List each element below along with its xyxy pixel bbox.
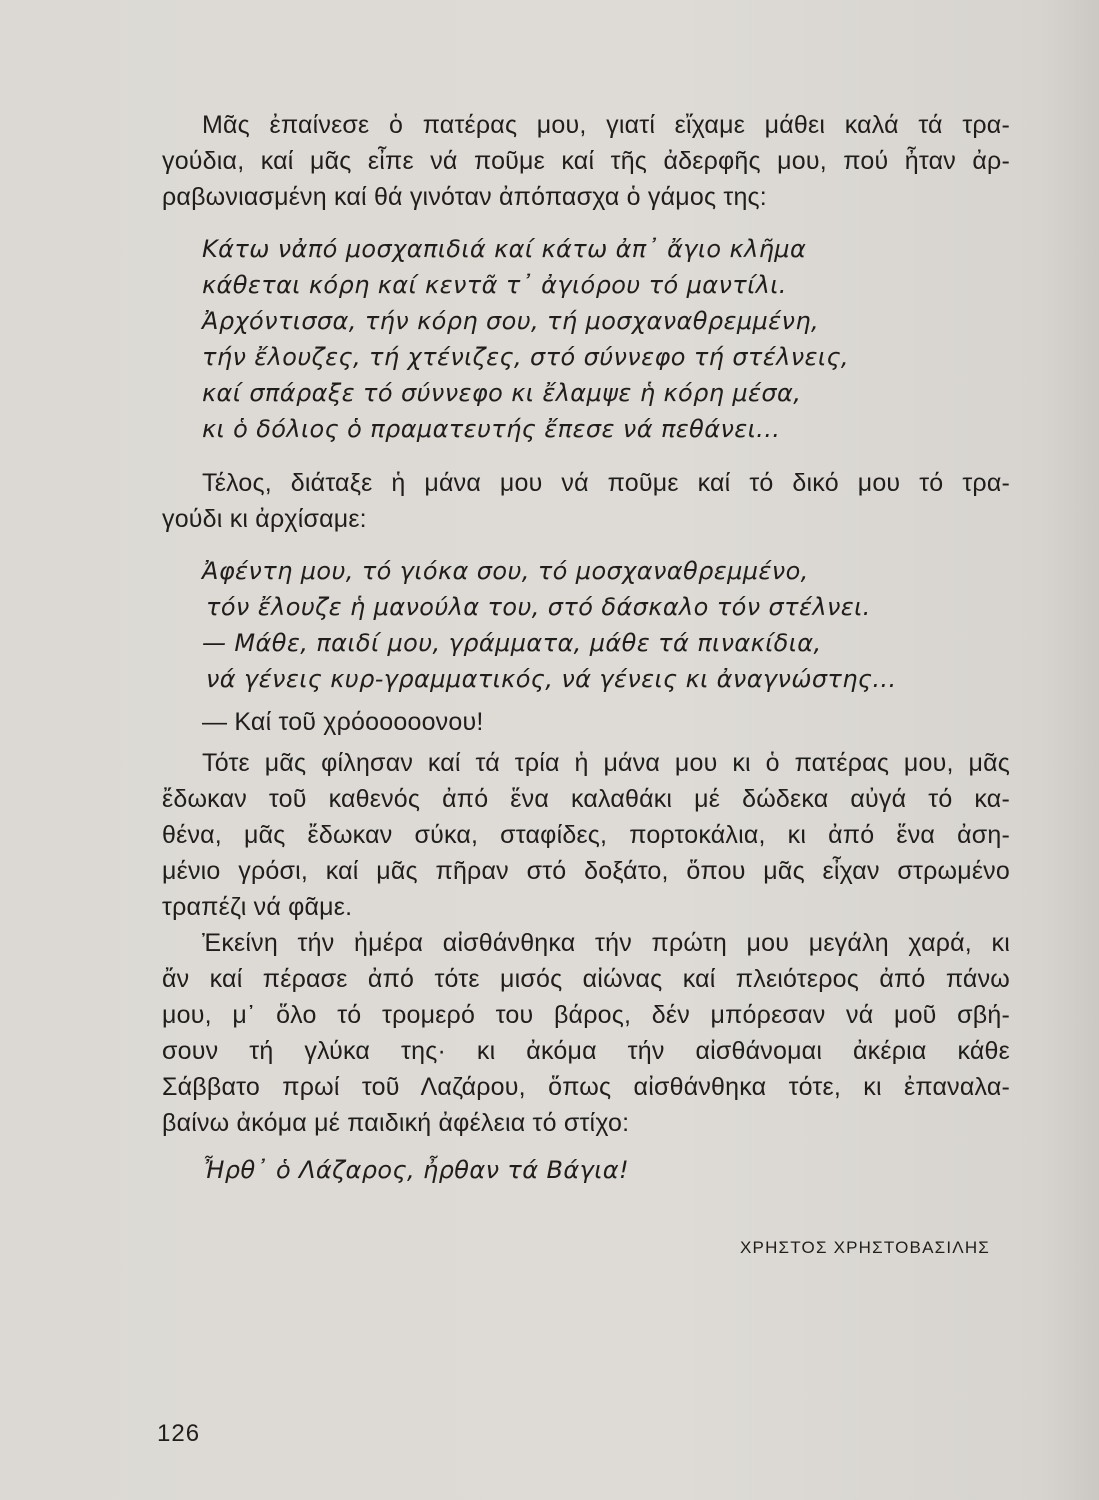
paragraph-line: Τέλος, διάταξε ἡ μάνα μου νά ποῦμε καί τό δικό μου τό τρα-: [202, 469, 1010, 497]
paragraph-5: [162, 925, 1010, 1141]
paragraph-line: Σάββατο πρωί τοῦ Λαζάρου, ὅπως αἰσθάνθηκα τότε, κι ἐπαναλα-: [162, 1073, 1010, 1101]
page-edge-shade: [1039, 0, 1099, 1500]
author-signature: ΧΡΗΣΤΟΣ ΧΡΗΣΤΟΒΑΣΙΛΗΣ: [740, 1238, 991, 1257]
paragraph-line: ἔδωκαν τοῦ καθενός ἀπό ἕνα καλαθάκι μέ δώδεκα αὐγά τό κα-: [162, 785, 1010, 813]
verse-line: — Μάθε, παιδί μου, γράμματα, μάθε τά πινακίδια,: [202, 629, 822, 657]
paragraph-line: μου, μ᾽ ὅλο τό τρομερό του βάρος, δέν μπόρεσαν νά μοῦ σβή-: [162, 1001, 1010, 1029]
paragraph-line: βαίνω ἀκόμα μέ παιδική ἀφέλεια τό στίχο:: [162, 1109, 630, 1137]
paragraph-line: γούδι κι ἀρχίσαμε:: [162, 505, 367, 533]
paragraph-line: Μᾶς ἐπαίνεσε ὁ πατέρας μου, γιατί εἴχαμε μάθει καλά τά τρα-: [202, 111, 1010, 139]
verse-line: Ἀρχόντισσα, τήν κόρη σου, τή μοσχαναθρεμμένη,: [202, 307, 820, 335]
verse-line: κι ὁ δόλιος ὁ πραματευτής ἔπεσε νά πεθάνει...: [202, 415, 781, 443]
verse-2: [162, 553, 1010, 697]
paragraph-4: [162, 745, 1010, 925]
paragraph-line: ραβωνιασμένη καί θά γινόταν ἀπόπασχα ὁ γάμος της:: [162, 183, 767, 211]
paragraph-line: σουν τή γλύκα της· κι ἀκόμα τήν αἰσθάνομαι ἀκέρια κάθε: [162, 1037, 1010, 1065]
verse-line: νά γένεις κυρ-γραμματικός, νά γένεις κι ἀναγνώστης...: [206, 665, 897, 693]
paragraph-line: ἄν καί πέρασε ἀπό τότε μισός αἰώνας καί πλειότερος ἀπό πάνω: [162, 965, 1010, 993]
verse-line: Ἦρθ᾽ ὁ Λάζαρος, ἦρθαν τά Βάγια!: [202, 1156, 629, 1184]
verse-line: καί σπάραξε τό σύννεφο κι ἔλαμψε ἡ κόρη μέσα,: [202, 379, 802, 407]
verse-line: Ἀφέντη μου, τό γιόκα σου, τό μοσχαναθρεμμένο,: [202, 557, 809, 585]
page-number: 126: [157, 1420, 201, 1447]
paragraph-2: [162, 465, 1010, 537]
paragraph-line: γούδια, καί μᾶς εἶπε νά ποῦμε καί τῆς ἀδερφῆς μου, πού ἦταν ἀρ-: [162, 147, 1010, 175]
verse-line: τόν ἔλουζε ἡ μανούλα του, στό δάσκαλο τόν στέλνει.: [206, 593, 871, 621]
verse-line: Κάτω νἀπό μοσχαπιδιά καί κάτω ἀπ᾽ ἄγιο κλῆμα: [202, 235, 807, 263]
verse-line: τήν ἔλουζες, τή χτένιζες, στό σύννεφο τή στέλνεις,: [202, 343, 849, 371]
verse-1: [162, 231, 1010, 447]
verse-3: [162, 1152, 1010, 1188]
paragraph-line: θένα, μᾶς ἔδωκαν σύκα, σταφίδες, πορτοκάλια, κι ἀπό ἕνα ἀση-: [162, 821, 1010, 849]
paragraph-line: τραπέζι νά φᾶμε.: [162, 893, 353, 921]
paragraph-line: μένιο γρόσι, καί μᾶς πῆραν στό δοξάτο, ὅπου μᾶς εἶχαν στρωμένο: [162, 857, 1010, 885]
paragraph-line: Ἐκείνη τήν ἡμέρα αἰσθάνθηκα τήν πρώτη μου μεγάλη χαρά, κι: [202, 929, 1010, 957]
paragraph-line: Τότε μᾶς φίλησαν καί τά τρία ἡ μάνα μου κι ὁ πατέρας μου, μᾶς: [202, 749, 1010, 777]
paragraph-line: — Καί τοῦ χρόοοοοονου!: [202, 708, 484, 736]
paragraph-3: [162, 704, 1010, 740]
paragraph-1: [162, 107, 1010, 215]
verse-line: κάθεται κόρη καί κεντᾶ τ᾽ ἀγιόρου τό μαντίλι.: [202, 271, 787, 299]
